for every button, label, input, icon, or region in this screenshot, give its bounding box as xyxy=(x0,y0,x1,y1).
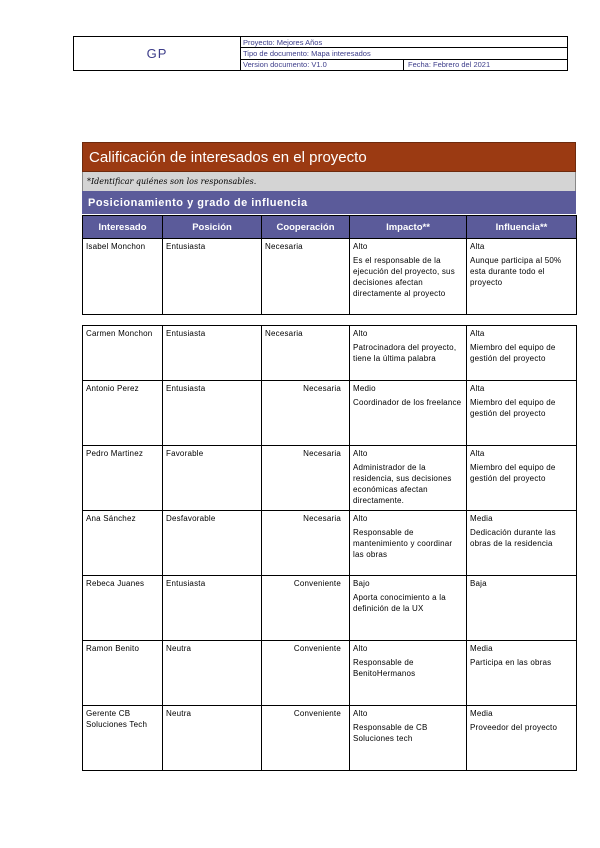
table-row xyxy=(83,706,577,771)
influence-level: Media xyxy=(470,709,493,718)
table-row xyxy=(83,576,577,641)
stakeholder-name: Gerente CB Soluciones Tech xyxy=(83,706,163,771)
stakeholder-impact xyxy=(350,511,467,576)
influence-level: Baja xyxy=(470,579,487,588)
influence-level: Alta xyxy=(470,384,485,393)
stakeholder-position: Entusiasta xyxy=(163,326,262,381)
impact-description: Responsable de CB Soluciones tech xyxy=(353,723,428,743)
column-header-interesado: Interesado xyxy=(83,216,163,239)
impact-description: Es el responsable de la ejecución del proyecto, sus decisiones afectan directamente al proyecto xyxy=(353,256,455,298)
row-spacer-cell xyxy=(83,315,577,326)
stakeholder-name: Ramon Benito xyxy=(83,641,163,706)
stakeholder-cooperation: Conveniente xyxy=(262,641,350,706)
table-row xyxy=(83,326,577,381)
stakeholder-influence xyxy=(467,239,577,315)
stakeholder-position: Entusiasta xyxy=(163,381,262,446)
stakeholder-table xyxy=(82,215,577,771)
influence-description: Participa en las obras xyxy=(470,658,552,667)
stakeholder-sheet xyxy=(82,142,576,771)
impact-level: Alto xyxy=(353,329,368,338)
stakeholder-position: Neutra xyxy=(163,706,262,771)
influence-description: Aunque participa al 50% esta durante todo el proyecto xyxy=(470,256,562,287)
stakeholder-impact xyxy=(350,641,467,706)
stakeholder-impact xyxy=(350,381,467,446)
influence-description: Dedicación durante las obras de la residencia xyxy=(470,528,556,548)
document-header xyxy=(73,36,568,71)
stakeholder-influence xyxy=(467,641,577,706)
stakeholder-impact xyxy=(350,239,467,315)
stakeholder-cooperation: Necesaria xyxy=(262,239,350,315)
impact-level: Bajo xyxy=(353,579,370,588)
stakeholder-name: Ana Sánchez xyxy=(83,511,163,576)
row-spacer xyxy=(83,315,577,326)
influence-level: Media xyxy=(470,644,493,653)
stakeholder-impact xyxy=(350,446,467,511)
stakeholder-position: Entusiasta xyxy=(163,239,262,315)
influence-level: Alta xyxy=(470,449,485,458)
document-type: Tipo de documento: Mapa interesados xyxy=(241,48,567,59)
stakeholder-impact xyxy=(350,706,467,771)
stakeholder-influence xyxy=(467,381,577,446)
stakeholder-impact xyxy=(350,326,467,381)
section-title: Posicionamiento y grado de influencia xyxy=(82,191,576,215)
stakeholder-influence xyxy=(467,706,577,771)
table-row xyxy=(83,511,577,576)
stakeholder-impact xyxy=(350,576,467,641)
stakeholder-cooperation: Necesaria xyxy=(262,446,350,511)
stakeholder-cooperation: Conveniente xyxy=(262,576,350,641)
version-date-row xyxy=(241,60,567,70)
impact-level: Alto xyxy=(353,449,368,458)
stakeholder-influence xyxy=(467,446,577,511)
sheet-title: Calificación de interesados en el proyecto xyxy=(82,142,576,172)
document-date: Fecha: Febrero del 2021 xyxy=(408,60,491,70)
stakeholder-position: Entusiasta xyxy=(163,576,262,641)
table-row xyxy=(83,381,577,446)
impact-level: Alto xyxy=(353,709,368,718)
influence-description: Proveedor del proyecto xyxy=(470,723,558,732)
impact-description: Responsable de mantenimiento y coordinar las obras xyxy=(353,528,453,559)
impact-description: Administrador de la residencia, sus decisiones económicas afectan directamente. xyxy=(353,463,452,505)
stakeholder-influence xyxy=(467,326,577,381)
impact-level: Alto xyxy=(353,514,368,523)
stakeholder-influence xyxy=(467,576,577,641)
influence-level: Alta xyxy=(470,242,485,251)
stakeholder-name: Pedro Martinez xyxy=(83,446,163,511)
stakeholder-cooperation: Necesaria xyxy=(262,511,350,576)
influence-description: Miembro del equipo de gestión del proyecto xyxy=(470,343,556,363)
impact-level: Alto xyxy=(353,644,368,653)
column-header-posicion: Posición xyxy=(163,216,262,239)
stakeholder-name: Carmen Monchon xyxy=(83,326,163,381)
stakeholder-position: Neutra xyxy=(163,641,262,706)
influence-description: Miembro del equipo de gestión del proyecto xyxy=(470,398,556,418)
project-name: Proyecto: Mejores Años xyxy=(241,37,567,48)
impact-description: Patrocinadora del proyecto, tiene la última palabra xyxy=(353,343,457,363)
influence-description: Miembro del equipo de gestión del proyecto xyxy=(470,463,556,483)
stakeholder-position: Favorable xyxy=(163,446,262,511)
stakeholder-name: Antonio Perez xyxy=(83,381,163,446)
stakeholder-name: Isabel Monchon xyxy=(83,239,163,315)
influence-level: Media xyxy=(470,514,493,523)
impact-level: Alto xyxy=(353,242,368,251)
impact-description: Aporta conocimiento a la definición de la UX xyxy=(353,593,446,613)
logo: GP xyxy=(74,37,241,70)
table-body xyxy=(83,239,577,771)
stakeholder-cooperation: Necesaria xyxy=(262,381,350,446)
stakeholder-cooperation: Conveniente xyxy=(262,706,350,771)
sheet-note: *Identificar quiénes son los responsables. xyxy=(82,172,576,191)
column-header-influencia: Influencia** xyxy=(467,216,577,239)
influence-level: Alta xyxy=(470,329,485,338)
stakeholder-position: Desfavorable xyxy=(163,511,262,576)
impact-description: Coordinador de los freelance xyxy=(353,398,462,407)
table-row xyxy=(83,641,577,706)
stakeholder-name: Rebeca Juanes xyxy=(83,576,163,641)
table-row xyxy=(83,446,577,511)
column-header-impacto: Impacto** xyxy=(350,216,467,239)
document-version: Version documento: V1.0 xyxy=(241,60,404,70)
table-row xyxy=(83,239,577,315)
column-header-row xyxy=(83,216,577,239)
impact-description: Responsable de BenitoHermanos xyxy=(353,658,416,678)
impact-level: Medio xyxy=(353,384,376,393)
column-header-cooperacion: Cooperación xyxy=(262,216,350,239)
header-info xyxy=(241,37,567,70)
stakeholder-cooperation: Necesaria xyxy=(262,326,350,381)
stakeholder-influence xyxy=(467,511,577,576)
